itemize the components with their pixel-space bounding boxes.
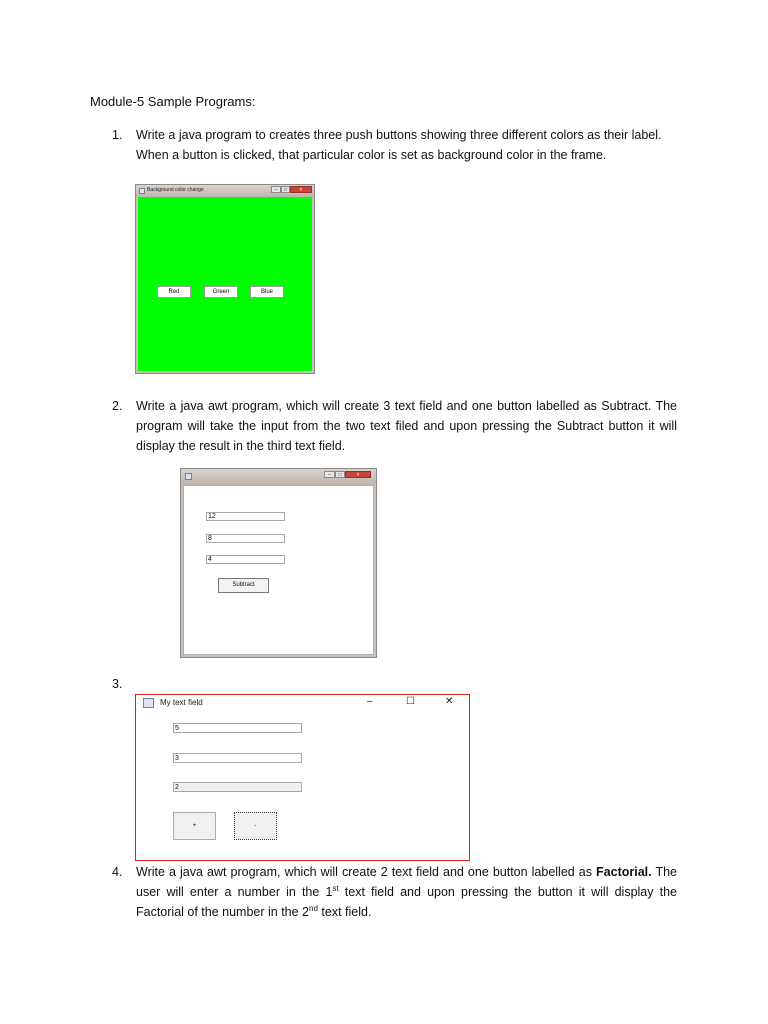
subtract-window bbox=[180, 468, 377, 658]
minimize-icon[interactable]: – bbox=[324, 471, 335, 478]
second-number-field[interactable]: 3 bbox=[173, 753, 302, 763]
text-part: Write a java awt program, which will create 2 text field and one button labelled as bbox=[136, 865, 597, 879]
window-title: My text field bbox=[160, 698, 203, 707]
background-color-window bbox=[135, 184, 315, 374]
title-bar bbox=[181, 469, 376, 485]
second-number-field[interactable]: 8 bbox=[206, 534, 285, 543]
result-field[interactable]: 2 bbox=[173, 782, 302, 792]
frame-content bbox=[136, 711, 469, 860]
list-number: 1. bbox=[112, 128, 123, 142]
first-number-field[interactable]: 12 bbox=[206, 512, 285, 521]
java-app-icon bbox=[139, 188, 145, 194]
minimize-icon[interactable]: – bbox=[271, 186, 281, 193]
list-number: 3. bbox=[112, 677, 123, 691]
title-bar bbox=[136, 695, 469, 711]
subtract-button[interactable]: - bbox=[234, 812, 277, 840]
minimize-icon[interactable]: – bbox=[367, 696, 373, 707]
list-number: 4. bbox=[112, 865, 123, 879]
blue-button[interactable]: Blue bbox=[250, 286, 284, 298]
frame-content bbox=[183, 485, 374, 655]
factorial-label: Factorial. bbox=[596, 865, 652, 879]
maximize-icon[interactable]: □ bbox=[281, 186, 290, 193]
close-icon[interactable]: × bbox=[345, 471, 371, 478]
text-part: The user will enter a number in the 1 bbox=[136, 865, 677, 899]
java-app-icon bbox=[185, 473, 192, 480]
my-text-field-window bbox=[135, 694, 470, 861]
add-button[interactable]: + bbox=[173, 812, 216, 840]
text-part: text field and upon pressing the button it will display the Factorial of the number in the 2 bbox=[136, 885, 678, 919]
java-app-icon bbox=[143, 698, 154, 708]
close-icon[interactable]: × bbox=[290, 186, 312, 193]
close-icon[interactable]: ✕ bbox=[445, 696, 454, 707]
document-heading: Module-5 Sample Programs: bbox=[90, 94, 256, 109]
list-text: Write a java program to creates three push buttons showing three different colors as their label. When a button is clicked, that particular color is set as background color in the frame. bbox=[136, 128, 662, 162]
window-title: Background color change bbox=[147, 187, 204, 193]
list-text bbox=[136, 862, 677, 922]
red-button[interactable]: Red bbox=[157, 286, 191, 298]
title-bar bbox=[136, 185, 314, 197]
frame-content bbox=[138, 197, 312, 371]
list-text: Write a java awt program, which will create 3 text field and one button labelled as Subtract. The program will take the input from the two text filed and upon pressing the Subtract button it will display the result in the third text field. bbox=[136, 399, 677, 453]
maximize-icon[interactable]: □ bbox=[335, 471, 345, 478]
first-number-field[interactable]: 5 bbox=[173, 723, 302, 733]
ordinal-suffix: st bbox=[332, 883, 339, 893]
green-button[interactable]: Green bbox=[204, 286, 238, 298]
result-field[interactable]: 4 bbox=[206, 555, 285, 564]
list-number: 2. bbox=[112, 399, 123, 413]
text-part: text field. bbox=[317, 905, 372, 919]
maximize-icon[interactable]: ☐ bbox=[406, 696, 415, 707]
ordinal-suffix: nd bbox=[309, 903, 318, 913]
subtract-button[interactable]: Subtract bbox=[218, 578, 269, 593]
